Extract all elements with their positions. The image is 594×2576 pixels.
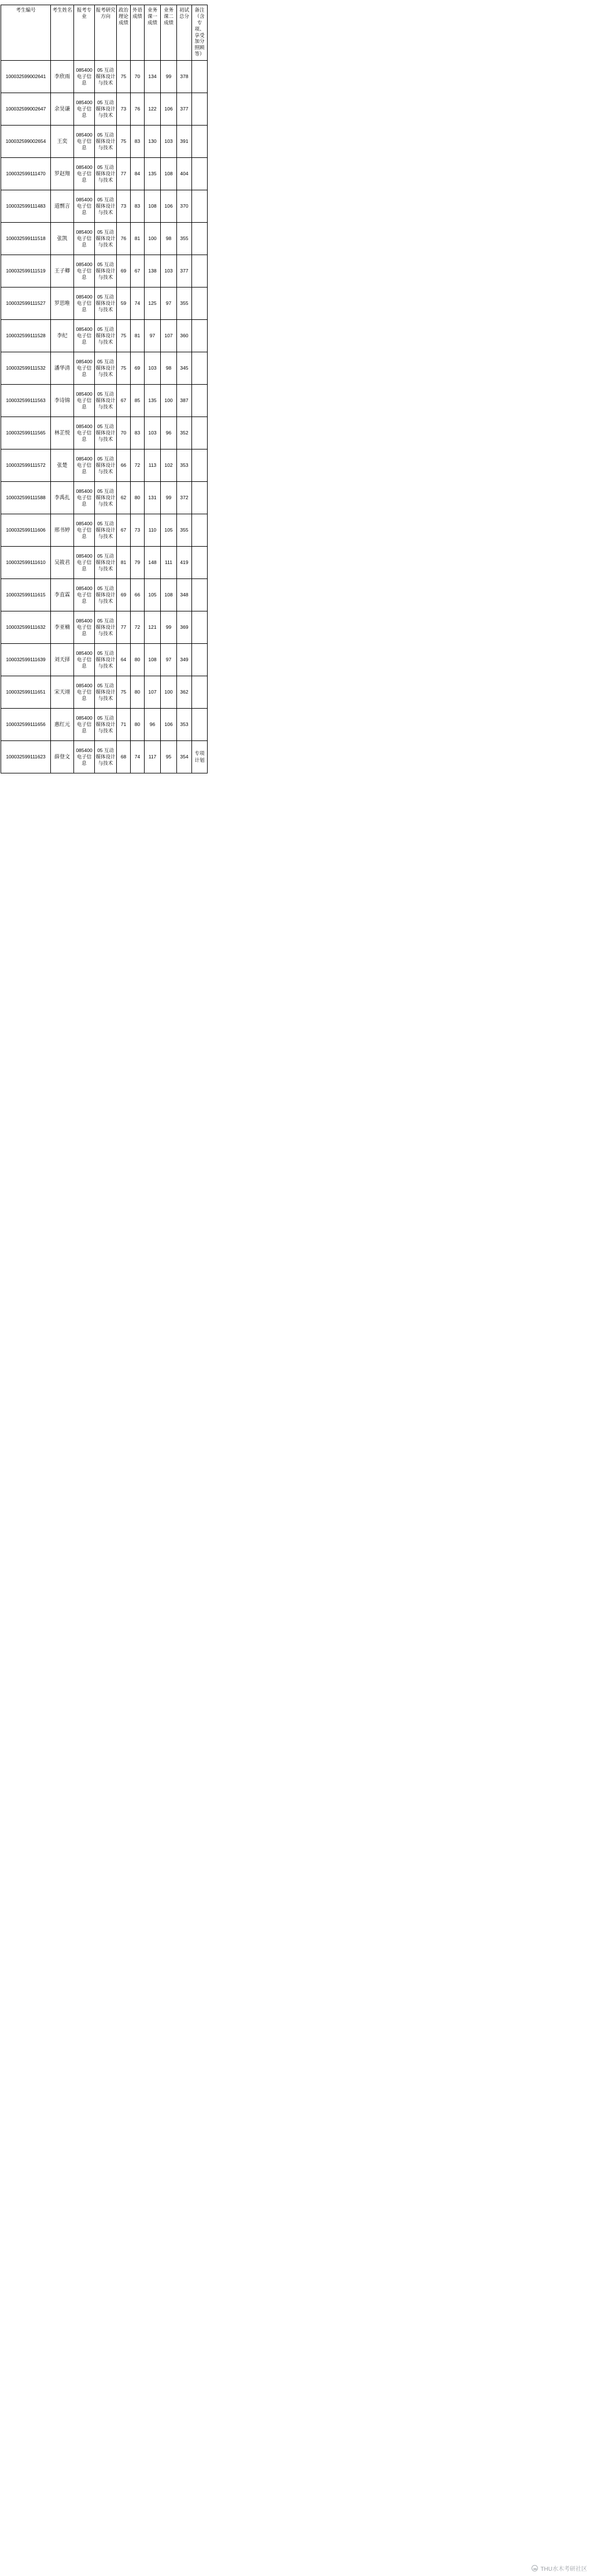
cell-major: 085400 电子信息 <box>74 579 95 611</box>
cell-english: 73 <box>131 514 145 547</box>
cell-id: 100032599111623 <box>1 741 51 773</box>
cell-remark <box>192 514 208 547</box>
cell-id: 100032599002641 <box>1 61 51 93</box>
cell-total: 391 <box>177 126 192 158</box>
cell-direction: 05 互动媒体设计与技术 <box>95 449 117 482</box>
cell-politics: 70 <box>117 417 131 449</box>
cell-course-two: 108 <box>161 158 177 190</box>
cell-direction: 05 互动媒体设计与技术 <box>95 417 117 449</box>
cell-politics: 75 <box>117 676 131 709</box>
table-row <box>1 223 208 255</box>
cell-direction: 05 互动媒体设计与技术 <box>95 223 117 255</box>
cell-total: 369 <box>177 611 192 644</box>
cell-english: 80 <box>131 709 145 741</box>
cell-name: 罗思唯 <box>51 288 74 320</box>
cell-course-two: 98 <box>161 223 177 255</box>
cell-course-one: 103 <box>145 352 161 385</box>
cell-name: 李亚楠 <box>51 611 74 644</box>
cell-politics: 69 <box>117 255 131 288</box>
cell-id: 100032599111518 <box>1 223 51 255</box>
cell-course-one: 107 <box>145 676 161 709</box>
cell-remark <box>192 385 208 417</box>
wechat-icon <box>532 2565 538 2571</box>
table-row <box>1 482 208 514</box>
cell-politics: 75 <box>117 352 131 385</box>
cell-course-one: 148 <box>145 547 161 579</box>
cell-course-two: 96 <box>161 417 177 449</box>
column-header-total: 初试总分 <box>177 5 192 61</box>
cell-remark <box>192 547 208 579</box>
cell-major: 085400 电子信息 <box>74 676 95 709</box>
cell-politics: 67 <box>117 385 131 417</box>
table-row <box>1 352 208 385</box>
cell-name: 李禹扎 <box>51 482 74 514</box>
cell-english: 74 <box>131 288 145 320</box>
cell-course-two: 99 <box>161 61 177 93</box>
cell-remark <box>192 320 208 352</box>
cell-english: 76 <box>131 93 145 126</box>
cell-politics: 77 <box>117 611 131 644</box>
cell-id: 100032599111606 <box>1 514 51 547</box>
cell-course-two: 100 <box>161 385 177 417</box>
cell-course-two: 99 <box>161 611 177 644</box>
cell-name: 王子卿 <box>51 255 74 288</box>
cell-major: 085400 电子信息 <box>74 223 95 255</box>
cell-id: 100032599111588 <box>1 482 51 514</box>
cell-remark <box>192 126 208 158</box>
cell-remark <box>192 61 208 93</box>
cell-direction: 05 互动媒体设计与技术 <box>95 352 117 385</box>
cell-english: 72 <box>131 611 145 644</box>
cell-english: 80 <box>131 644 145 676</box>
cell-remark <box>192 190 208 223</box>
cell-course-one: 131 <box>145 482 161 514</box>
cell-direction: 05 互动媒体设计与技术 <box>95 288 117 320</box>
admission-score-table <box>1 5 208 773</box>
cell-course-one: 134 <box>145 61 161 93</box>
cell-politics: 75 <box>117 320 131 352</box>
cell-name: 邢书婷 <box>51 514 74 547</box>
cell-direction: 05 互动媒体设计与技术 <box>95 190 117 223</box>
cell-remark <box>192 482 208 514</box>
cell-course-one: 135 <box>145 158 161 190</box>
cell-major: 085400 电子信息 <box>74 417 95 449</box>
table-row <box>1 126 208 158</box>
cell-total: 419 <box>177 547 192 579</box>
cell-id: 100032599111632 <box>1 611 51 644</box>
cell-direction: 05 互动媒体设计与技术 <box>95 547 117 579</box>
cell-direction: 05 互动媒体设计与技术 <box>95 385 117 417</box>
cell-direction: 05 互动媒体设计与技术 <box>95 514 117 547</box>
table-row <box>1 579 208 611</box>
cell-course-one: 110 <box>145 514 161 547</box>
cell-course-one: 121 <box>145 611 161 644</box>
cell-english: 85 <box>131 385 145 417</box>
cell-direction: 05 互动媒体设计与技术 <box>95 644 117 676</box>
table-header-row <box>1 5 208 61</box>
cell-english: 83 <box>131 190 145 223</box>
cell-total: 377 <box>177 255 192 288</box>
cell-direction: 05 互动媒体设计与技术 <box>95 482 117 514</box>
cell-english: 81 <box>131 223 145 255</box>
cell-name: 吴筱君 <box>51 547 74 579</box>
table-row <box>1 644 208 676</box>
cell-remark <box>192 579 208 611</box>
cell-direction: 05 互动媒体设计与技术 <box>95 255 117 288</box>
cell-major: 085400 电子信息 <box>74 320 95 352</box>
cell-english: 69 <box>131 352 145 385</box>
cell-total: 370 <box>177 190 192 223</box>
cell-course-one: 125 <box>145 288 161 320</box>
column-header-english: 外语成绩 <box>131 5 145 61</box>
cell-course-two: 106 <box>161 709 177 741</box>
cell-course-two: 106 <box>161 93 177 126</box>
cell-name: 惠红元 <box>51 709 74 741</box>
cell-course-one: 100 <box>145 223 161 255</box>
cell-id: 100032599111470 <box>1 158 51 190</box>
cell-total: 355 <box>177 514 192 547</box>
cell-id: 100032599111651 <box>1 676 51 709</box>
cell-major: 085400 电子信息 <box>74 158 95 190</box>
cell-name: 王奕 <box>51 126 74 158</box>
cell-course-one: 105 <box>145 579 161 611</box>
table-row <box>1 288 208 320</box>
cell-english: 67 <box>131 255 145 288</box>
cell-course-two: 97 <box>161 644 177 676</box>
cell-politics: 76 <box>117 223 131 255</box>
cell-english: 72 <box>131 449 145 482</box>
cell-name: 潘华清 <box>51 352 74 385</box>
cell-major: 085400 电子信息 <box>74 288 95 320</box>
cell-politics: 77 <box>117 158 131 190</box>
column-header-course-one: 业务课一成绩 <box>145 5 161 61</box>
cell-course-two: 95 <box>161 741 177 773</box>
cell-major: 085400 电子信息 <box>74 644 95 676</box>
cell-politics: 68 <box>117 741 131 773</box>
table-row <box>1 190 208 223</box>
cell-name: 张凯 <box>51 223 74 255</box>
column-header-major: 报考专业 <box>74 5 95 61</box>
cell-total: 362 <box>177 676 192 709</box>
cell-name: 林芷悦 <box>51 417 74 449</box>
watermark-label: THU水木考研社区 <box>540 2566 587 2573</box>
column-header-course-two: 业务课二成绩 <box>161 5 177 61</box>
table-row <box>1 61 208 93</box>
cell-course-two: 100 <box>161 676 177 709</box>
table-body <box>1 61 208 773</box>
cell-direction: 05 互动媒体设计与技术 <box>95 61 117 93</box>
cell-id: 100032599111519 <box>1 255 51 288</box>
cell-name: 李诗锦 <box>51 385 74 417</box>
table-row <box>1 709 208 741</box>
cell-politics: 66 <box>117 449 131 482</box>
cell-english: 84 <box>131 158 145 190</box>
cell-remark <box>192 449 208 482</box>
cell-name: 宋天翊 <box>51 676 74 709</box>
cell-remark <box>192 158 208 190</box>
table-row <box>1 611 208 644</box>
cell-course-two: 103 <box>161 126 177 158</box>
cell-direction: 05 互动媒体设计与技术 <box>95 320 117 352</box>
cell-politics: 67 <box>117 514 131 547</box>
cell-id: 100032599111483 <box>1 190 51 223</box>
table-row <box>1 449 208 482</box>
cell-remark <box>192 288 208 320</box>
cell-course-two: 111 <box>161 547 177 579</box>
cell-course-two: 99 <box>161 482 177 514</box>
cell-total: 355 <box>177 223 192 255</box>
cell-total: 378 <box>177 61 192 93</box>
cell-direction: 05 互动媒体设计与技术 <box>95 93 117 126</box>
cell-remark: 专项计划 <box>192 741 208 773</box>
cell-direction: 05 互动媒体设计与技术 <box>95 579 117 611</box>
cell-direction: 05 互动媒体设计与技术 <box>95 158 117 190</box>
cell-total: 348 <box>177 579 192 611</box>
table-row <box>1 547 208 579</box>
cell-course-two: 105 <box>161 514 177 547</box>
cell-course-two: 102 <box>161 449 177 482</box>
cell-major: 085400 电子信息 <box>74 514 95 547</box>
cell-course-one: 113 <box>145 449 161 482</box>
cell-total: 349 <box>177 644 192 676</box>
cell-english: 66 <box>131 579 145 611</box>
cell-major: 085400 电子信息 <box>74 352 95 385</box>
cell-id: 100032599111615 <box>1 579 51 611</box>
cell-remark <box>192 709 208 741</box>
cell-direction: 05 互动媒体设计与技术 <box>95 126 117 158</box>
cell-id: 100032599002654 <box>1 126 51 158</box>
cell-course-one: 108 <box>145 644 161 676</box>
table-row <box>1 93 208 126</box>
cell-politics: 59 <box>117 288 131 320</box>
cell-politics: 69 <box>117 579 131 611</box>
cell-english: 83 <box>131 126 145 158</box>
cell-name: 薛登文 <box>51 741 74 773</box>
cell-name: 张楚 <box>51 449 74 482</box>
cell-major: 085400 电子信息 <box>74 93 95 126</box>
cell-id: 100032599111528 <box>1 320 51 352</box>
column-header-id: 考生编号 <box>1 5 51 61</box>
cell-name: 刘天择 <box>51 644 74 676</box>
cell-direction: 05 互动媒体设计与技术 <box>95 611 117 644</box>
table-row <box>1 320 208 352</box>
cell-remark <box>192 417 208 449</box>
cell-remark <box>192 93 208 126</box>
cell-total: 377 <box>177 93 192 126</box>
cell-total: 387 <box>177 385 192 417</box>
cell-course-two: 107 <box>161 320 177 352</box>
column-header-name: 考生姓名 <box>51 5 74 61</box>
cell-major: 085400 电子信息 <box>74 255 95 288</box>
cell-politics: 62 <box>117 482 131 514</box>
cell-name: 罗赵翔 <box>51 158 74 190</box>
cell-major: 085400 电子信息 <box>74 709 95 741</box>
cell-course-one: 117 <box>145 741 161 773</box>
cell-major: 085400 电子信息 <box>74 385 95 417</box>
cell-english: 74 <box>131 741 145 773</box>
cell-course-two: 97 <box>161 288 177 320</box>
cell-course-two: 106 <box>161 190 177 223</box>
cell-politics: 71 <box>117 709 131 741</box>
cell-id: 100032599111572 <box>1 449 51 482</box>
cell-total: 355 <box>177 288 192 320</box>
cell-id: 100032599111639 <box>1 644 51 676</box>
cell-id: 100032599111527 <box>1 288 51 320</box>
cell-total: 352 <box>177 417 192 449</box>
cell-course-one: 122 <box>145 93 161 126</box>
cell-id: 100032599111563 <box>1 385 51 417</box>
cell-major: 085400 电子信息 <box>74 741 95 773</box>
cell-total: 353 <box>177 709 192 741</box>
cell-direction: 05 互动媒体设计与技术 <box>95 741 117 773</box>
cell-politics: 64 <box>117 644 131 676</box>
column-header-politics: 政治理论成绩 <box>117 5 131 61</box>
table-row <box>1 158 208 190</box>
cell-total: 353 <box>177 449 192 482</box>
cell-remark <box>192 676 208 709</box>
cell-name: 李直霖 <box>51 579 74 611</box>
cell-total: 372 <box>177 482 192 514</box>
table-row <box>1 741 208 773</box>
cell-politics: 75 <box>117 61 131 93</box>
cell-total: 354 <box>177 741 192 773</box>
cell-course-one: 96 <box>145 709 161 741</box>
table-row <box>1 255 208 288</box>
cell-id: 100032599111532 <box>1 352 51 385</box>
watermark <box>532 2564 587 2573</box>
cell-english: 83 <box>131 417 145 449</box>
cell-major: 085400 电子信息 <box>74 126 95 158</box>
column-header-remark: 备注（含专项、享受加分照顾等） <box>192 5 208 61</box>
table-row <box>1 676 208 709</box>
cell-course-one: 103 <box>145 417 161 449</box>
cell-course-one: 138 <box>145 255 161 288</box>
cell-remark <box>192 352 208 385</box>
cell-english: 81 <box>131 320 145 352</box>
cell-course-two: 103 <box>161 255 177 288</box>
cell-name: 李欣雨 <box>51 61 74 93</box>
cell-course-one: 108 <box>145 190 161 223</box>
cell-name: 道剽言 <box>51 190 74 223</box>
cell-course-one: 97 <box>145 320 161 352</box>
cell-english: 79 <box>131 547 145 579</box>
cell-total: 360 <box>177 320 192 352</box>
table-row <box>1 514 208 547</box>
cell-direction: 05 互动媒体设计与技术 <box>95 676 117 709</box>
cell-remark <box>192 644 208 676</box>
table-row <box>1 417 208 449</box>
cell-english: 80 <box>131 676 145 709</box>
cell-course-one: 130 <box>145 126 161 158</box>
cell-course-two: 108 <box>161 579 177 611</box>
column-header-direction: 报考研究方向 <box>95 5 117 61</box>
cell-major: 085400 电子信息 <box>74 61 95 93</box>
cell-id: 100032599111565 <box>1 417 51 449</box>
cell-major: 085400 电子信息 <box>74 449 95 482</box>
cell-total: 404 <box>177 158 192 190</box>
cell-politics: 73 <box>117 93 131 126</box>
cell-remark <box>192 255 208 288</box>
cell-major: 085400 电子信息 <box>74 611 95 644</box>
cell-remark <box>192 223 208 255</box>
cell-major: 085400 电子信息 <box>74 482 95 514</box>
cell-direction: 05 互动媒体设计与技术 <box>95 709 117 741</box>
cell-id: 100032599111610 <box>1 547 51 579</box>
cell-id: 100032599111656 <box>1 709 51 741</box>
cell-name: 余昊谦 <box>51 93 74 126</box>
cell-id: 100032599002647 <box>1 93 51 126</box>
cell-major: 085400 电子信息 <box>74 190 95 223</box>
table-row <box>1 385 208 417</box>
cell-major: 085400 电子信息 <box>74 547 95 579</box>
cell-english: 80 <box>131 482 145 514</box>
cell-total: 345 <box>177 352 192 385</box>
cell-english: 70 <box>131 61 145 93</box>
cell-politics: 75 <box>117 126 131 158</box>
cell-name: 李纪 <box>51 320 74 352</box>
cell-course-one: 135 <box>145 385 161 417</box>
cell-remark <box>192 611 208 644</box>
cell-politics: 81 <box>117 547 131 579</box>
cell-course-two: 98 <box>161 352 177 385</box>
cell-politics: 73 <box>117 190 131 223</box>
